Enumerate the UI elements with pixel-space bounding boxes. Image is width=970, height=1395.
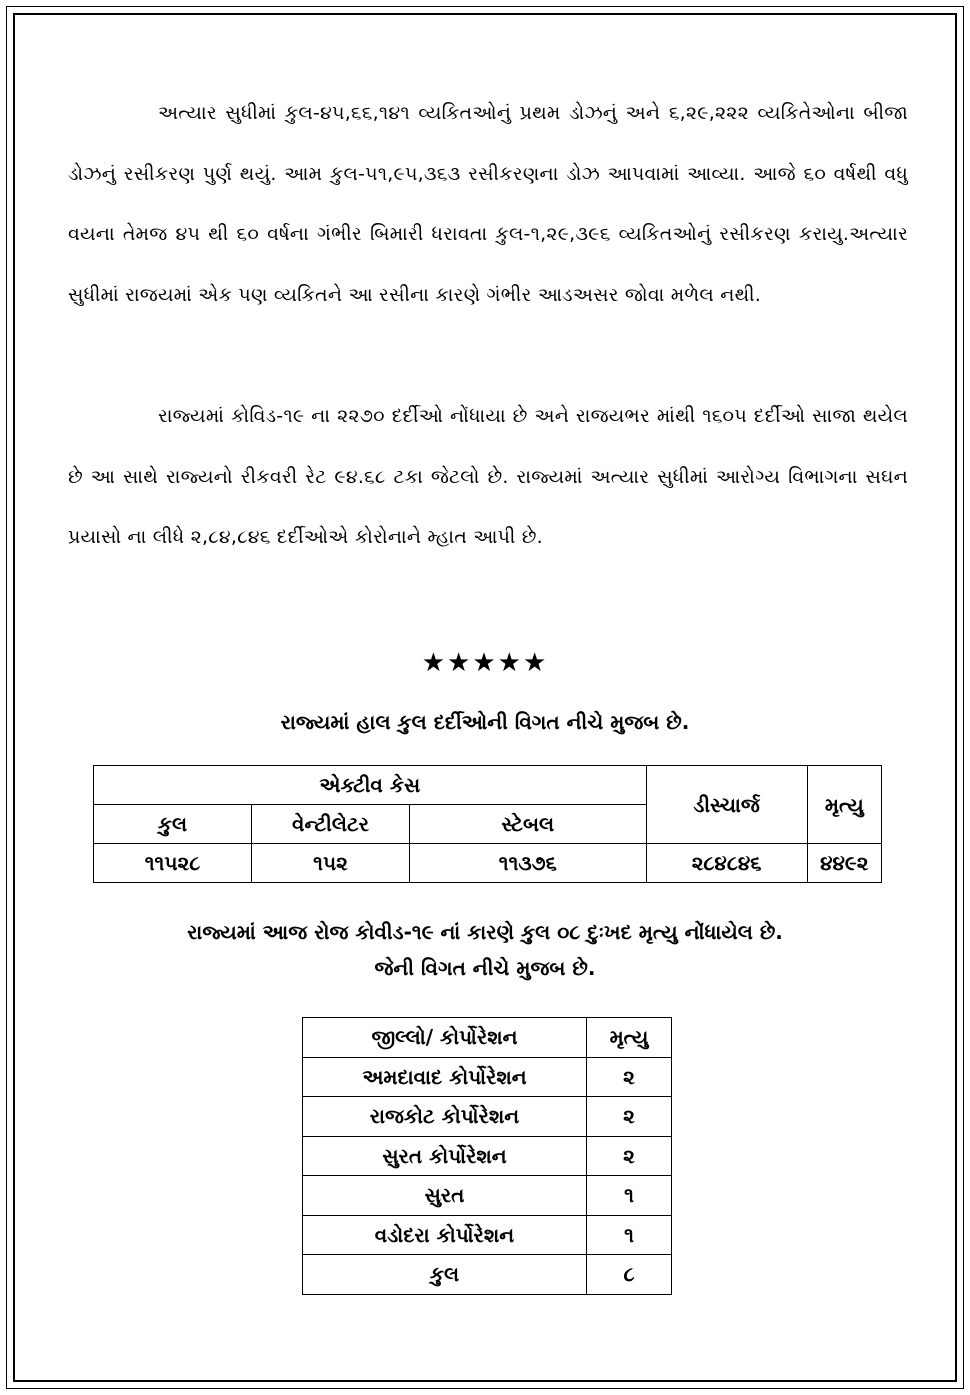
deaths-total-cell: ૮ — [587, 1255, 672, 1295]
deaths-cell: ૧ — [587, 1215, 672, 1255]
table-row — [303, 1255, 672, 1295]
ventilator-subheader: વેન્ટીલેટર — [252, 805, 410, 844]
district-cell: વડોદરા કોર્પોરેશન — [303, 1215, 587, 1255]
table-row — [303, 1097, 672, 1137]
stable-subheader: સ્ટેબલ — [410, 805, 647, 844]
table-row — [94, 766, 882, 805]
deaths-cell: ૨ — [587, 1097, 672, 1137]
table-row — [303, 1176, 672, 1216]
deaths-heading-line2: જેની વિગત નીચે મુજબ છે. — [374, 956, 596, 980]
deaths-cell: ૧ — [587, 1176, 672, 1216]
table-row — [303, 1215, 672, 1255]
total-value: ૧૧૫૨૮ — [94, 844, 252, 883]
table-row — [303, 1018, 672, 1058]
deaths-cell: ૨ — [587, 1057, 672, 1097]
discharged-value: ૨૮૪૮૪૬ — [646, 844, 807, 883]
deaths-heading-line1: રાજ્યમાં આજ રોજ કોવીડ-૧૯ નાં કારણે કુલ ૦૮ દુઃખદ મૃત્યુ નોંધાયેલ છે. — [187, 920, 783, 944]
district-cell: સુરત — [303, 1176, 587, 1216]
district-cell: અમદાવાદ કોર્પોરેશન — [303, 1057, 587, 1097]
star-separator: ★★★★★ — [421, 648, 549, 678]
vaccination-paragraph: અત્યાર સુધીમાં કુલ-૪૫,૬૬,૧૪૧ વ્યકિતઓનું પ્રથમ ડોઝનું અને ૬,૨૯,૨૨૨ વ્યકિતેઓના બીજા ડોઝનું રસીકરણ પુર્ણ થયું. આમ કુલ-૫૧,૯૫,૩૬૩ રસીકરણના ડોઝ આપવામાં આવ્યા. આજે ૬૦ વર્ષથી વધુ વયના તેમજ ૪૫ થી ૬૦ વર્ષના ગંભીર બિમારી ધરાવતા કુલ-૧,૨૯,૩૯૬ વ્યકિતઓનું રસીકરણ કરાયુ.અત્યાર સુધીમાં રાજયમાં એક પણ વ્યકિતને આ રસીના કારણે ગંભીર આડઅસર જોવા મળેલ નથી. — [68, 102, 908, 306]
total-subheader: કુલ — [94, 805, 252, 844]
summary-table — [93, 765, 882, 883]
deaths-column-header: મૃત્યુ — [587, 1018, 672, 1058]
district-cell: રાજકોટ કોર્પોરેશન — [303, 1097, 587, 1137]
deaths-value: ૪૪૯૨ — [807, 844, 881, 883]
table-row — [94, 844, 882, 883]
active-cases-header: એક્ટીવ કેસ — [94, 766, 647, 805]
district-cell: સુરત કોર્પોરેશન — [303, 1136, 587, 1176]
deaths-table — [302, 1017, 672, 1295]
deaths-cell: ૨ — [587, 1136, 672, 1176]
district-total-cell: કુલ — [303, 1255, 587, 1295]
discharged-header: ડીસ્ચાર્જ — [646, 766, 807, 844]
district-column-header: જીલ્લો/ કોર્પોરેશન — [303, 1018, 587, 1058]
ventilator-value: ૧૫૨ — [252, 844, 410, 883]
table-row — [303, 1057, 672, 1097]
stable-value: ૧૧૩૭૬ — [410, 844, 647, 883]
deaths-heading — [0, 914, 970, 986]
deaths-header: મૃત્યુ — [807, 766, 881, 844]
summary-heading: રાજ્યમાં હાલ કુલ દર્દીઓની વિગત નીચે મુજબ છે. — [280, 710, 690, 734]
table-row — [303, 1136, 672, 1176]
recovery-paragraph: રાજ્યમાં કોવિડ-૧૯ ના ૨૨૭૦ દર્દીઓ નોંધાયા છે અને રાજયભર માંથી ૧૬૦૫ દર્દીઓ સાજા થયેલ છે આ સાથે રાજ્યનો રીકવરી રેટ ૯૪.૬૮ ટકા જેટલો છે. રાજ્યમાં અત્યાર સુધીમાં આરોગ્ય વિભાગના સઘન પ્રયાસો ના લીધે ૨,૮૪,૮૪૬ દર્દીઓએ કોરોનાને મ્હાત આપી છે. — [68, 405, 908, 548]
